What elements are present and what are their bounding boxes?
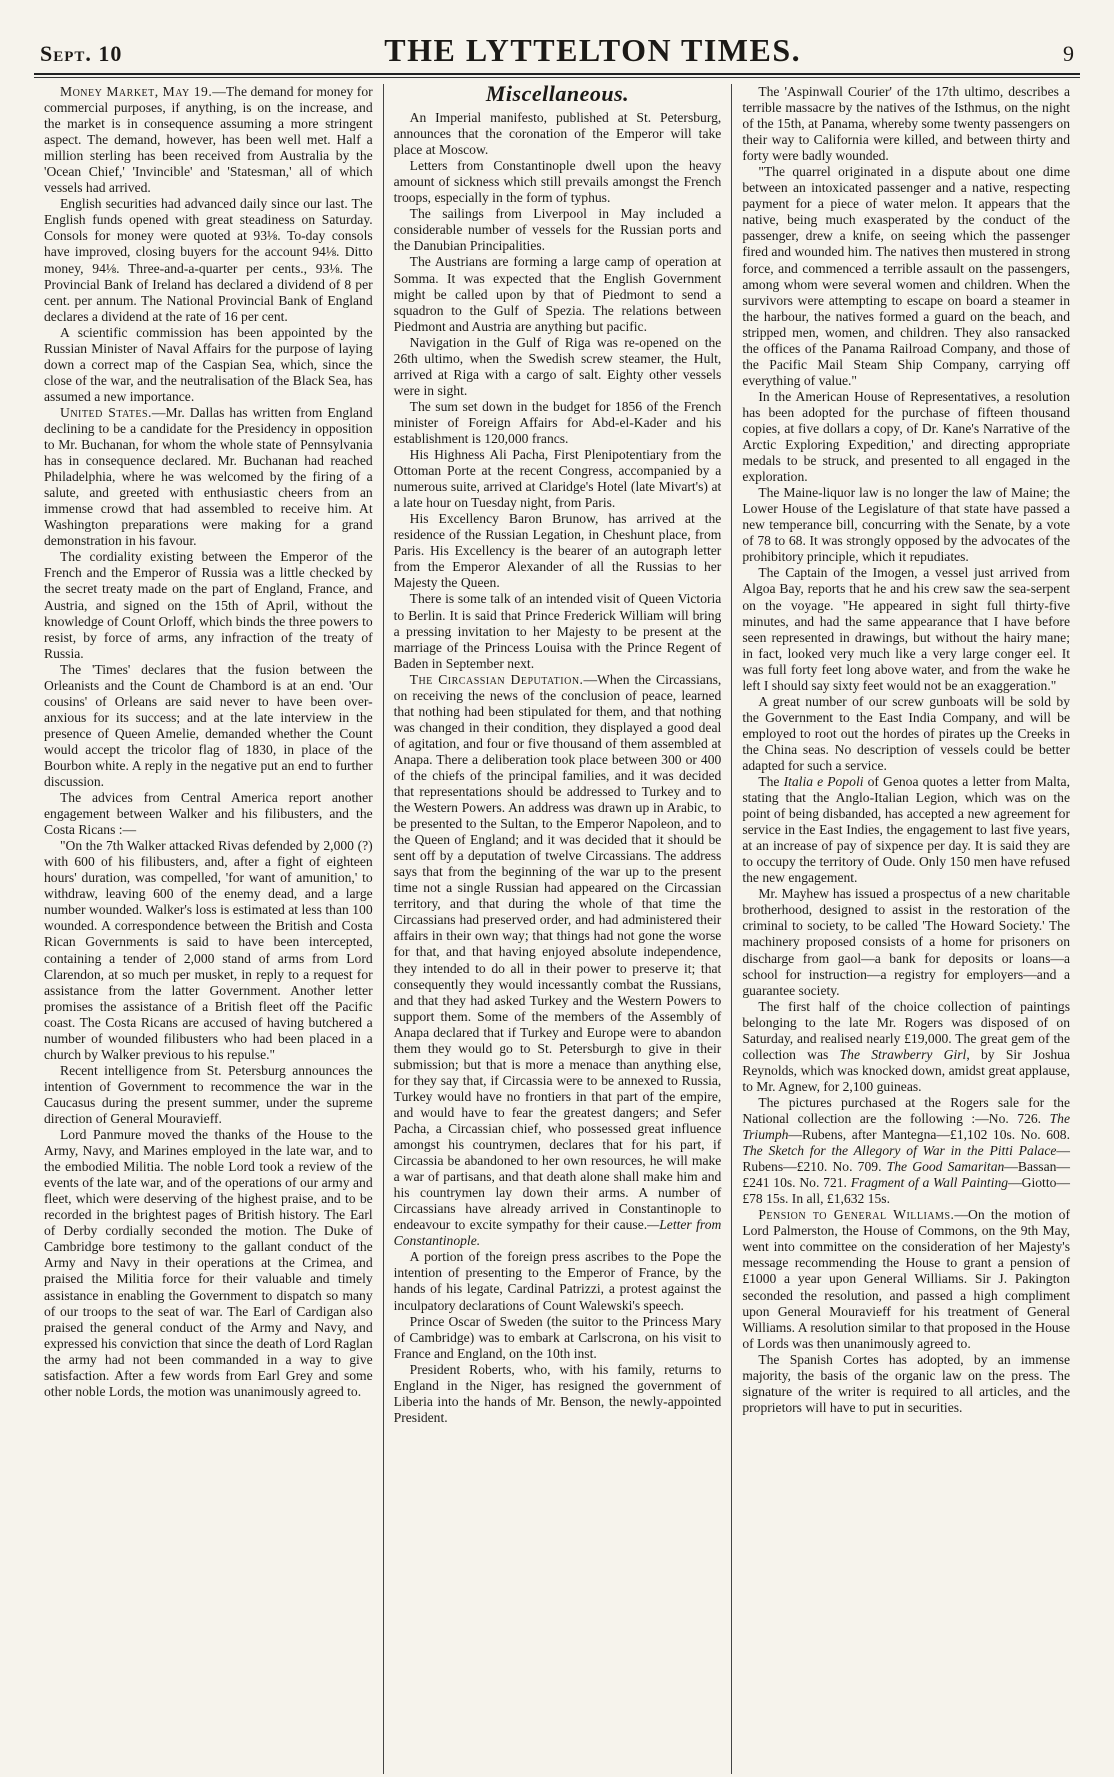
painting-title: The Sketch for the Allegory of War in the Pitti Palace [742,1143,1057,1159]
article-paragraph: The cordiality existing between the Emperor of the French and the Emperor of Russia was a little checked by the secret treaty made on the part of England, France, and Austria, and signed on the 15th of April, without the knowledge of Count Orloff, which binds the three powers to resist, by force of arms, any infraction of the treaty of Russia. [44,549,373,661]
article-paragraph: "On the 7th Walker attacked Rivas defended by 2,000 (?) with 600 of his filibusters, and, after a fight of eighteen hours' duration, was compelled, 'for want of amunition,' to withdraw, leaving 600 of the enemy dead, and a large number wounded. Walker's loss is estimated at less than 100 wounded. A correspondence between the British and Costa Rican Governments is said to have been intercepted, containing a tender of 2,000 stand of arms from Lord Clarendon, at so much per musket, in reply to a request for assistance from the latter Government. Another letter promises the assistance of a British fleet off the Pacific coast. The Costa Ricans are accused of having butchered a number of wounded filibusters who had been placed in a church by Walker previous to his repulse." [44,838,373,1062]
painting-title: The Good Samaritan [886,1159,1005,1175]
article-text: The [758,774,784,790]
article-paragraph: Mr. Mayhew has issued a prospectus of a new charitable brotherhood, designed to assist in the restoration of the criminal to society, to be called 'The Howard Society.' The machinery proposed consists of a home for prisoners on discharge from gaol—a bank for deposits or loans—a school for instruction—a registry for employers—and a guarantee society. [742,886,1070,998]
article-national-collection [742,1095,1070,1207]
article-text: The pictures purchased at the Rogers sale for the National collection are the following :—No. 726. [742,1094,1070,1126]
column-2 [383,84,732,1774]
article-italia-popoli [742,774,1070,886]
article-paragraph: The sum set down in the budget for 1856 of the French minister of Foreign Affairs for Abd-el-Kader and his establishment is 120,000 francs. [393,398,722,446]
article-paragraph: Letters from Constantinople dwell upon the heavy amount of sickness which still prevails amongst the French troops, especially in the form of typhus. [393,158,722,206]
article-rogers-collection [742,999,1070,1095]
article-paragraph: His Highness Ali Pacha, First Plenipotentiary from the Ottoman Porte at the recent Congress, accompanied by a numerous suite, arrived at Claridge's Hotel (late Mivart's) at a late hour on Tuesday night, from Paris. [393,447,722,511]
article-text: —Mr. Dallas has written from England declining to be a candidate for the Presidency in opposition to Mr. Buchanan, for whom the whole state of Pennsylvania has in consequence declared. Mr. Buchanan had reached Philadelphia, where he was welcomed by the firing of a salute, and greeted with enthusiastic cheers from an immense crowd that had assembled to receive him. At Washington preparations were making for a grand demonstration in his favour. [44,404,373,549]
painting-title: Fragment of a Wall Painting [850,1175,1009,1191]
column-3 [731,84,1080,1774]
article-paragraph: Prince Oscar of Sweden (the suitor to the Princess Mary of Cambridge) was to embark at Carlscrona, on his visit to France and England, on the 10th inst. [393,1313,722,1361]
article-paragraph: The Spanish Cortes has adopted, by an immense majority, the basis of the organic law on the press. The signature of the writer is required to all articles, and the proprietors will have to put in securities. [742,1351,1070,1415]
article-paragraph: President Roberts, who, with his family, returns to England in the Niger, has resigned the government of Liberia into the hands of Mr. Benson, the newly-appointed President. [393,1361,722,1425]
column-1 [34,84,383,1774]
article-text: —The demand for money for commercial purposes, if anything, is on the increase, and the market is in consequence assuming a more stringent aspect. The demand, however, has been well met. Half a million sterling has been received from Australia by the 'Ocean Chief,' 'Invincible' and 'Statesman,' all of which vessels had arrived. [44,84,373,196]
article-paragraph: A scientific commission has been appointed by the Russian Minister of Naval Affairs for the purpose of laying down a correct map of the Caspian Sea, which, since the close of the war, and the neutralisation of the Black Sea, has assumed a new importance. [44,324,373,404]
article-money-market [44,84,373,196]
article-paragraph: English securities had advanced daily since our last. The English funds opened with great steadiness on Saturday. Consols for money were quoted at 93⅛. To-day consols have improved, closing buyers for the account 94⅛. Ditto money, 94⅛. Three-and-a-quarter per cents., 93⅛. The Provincial Bank of Ireland has declared a dividend of 8 per cent. per annum. The National Provincial Bank of England declares a dividend at the rate of 16 per cent. [44,196,373,324]
article-source: —Letter from Constantinople. [393,1217,722,1249]
article-paragraph: In the American House of Representatives, a resolution has been adopted for the purchase of fifteen thousand copies, at five dollars a copy, of Dr. Kane's Narrative of the Arctic Exploring Expedition,' and directing appropriate medals to be struck, and presented to all engaged in the exploration. [742,388,1070,485]
painting-title: The Strawberry Girl [839,1046,967,1062]
article-paragraph: Recent intelligence from St. Petersburg announces the intention of Government to recommence the war in the Caucasus during the present summer, under the supreme direction of General Mouravieff. [44,1062,373,1126]
article-paragraph: The 'Times' declares that the fusion between the Orleanists and the Count de Chambord is at an end. 'Our cousins' of Orleans are said never to have been over-anxious for its success; and at the late interview in the presence of Queen Amelie, demanded whether the Count would accept the tricolor flag of 1830, in place of the Bourbon white. A reply in the negative put an end to further discussion. [44,661,373,790]
article-paragraph: Lord Panmure moved the thanks of the House to the Army, Navy, and Marines employed in the late war, and to the embodied Militia. The noble Lord took a review of the events of the late war, and of the operations of our army and fleet, which were deserving of the highest praise, and to be recorded in the brightest pages of British history. The Earl of Derby cordially seconded the motion. The Duke of Cambridge bore testimony to the gallant conduct of the Army and Navy in their operations at the Crimea, and praised the Militia force for their valuable and timely assistance in enabling the Government to dispatch so many of our troops to the seat of war. The Earl of Cardigan also praised the general conduct of the Army and Navy, and expressed his conviction that since the death of Lord Raglan the army had not been commanded in a way to give satisfaction. After a few words from Earl Grey and some other noble Lords, the motion was unanimously agreed to. [44,1127,373,1399]
article-paragraph: A portion of the foreign press ascribes to the Pope the intention of presenting to the Emperor of France, by the hands of his legate, Cardinal Patrizzi, a protest against the inculpatory declarations of Count Walewski's speech. [393,1249,722,1313]
masthead [34,24,1080,75]
article-text: of Genoa quotes a letter from Malta, stating that the Anglo-Italian Legion, which was on the point of being disbanded, has accepted a new agreement for service in the East Indies, the engagement to last five years, at an increase of pay of sixpence per day. It is said they are to occupy the territory of Oude. Only 150 men have refused the new engagement. [742,774,1070,886]
article-lead: Pension to General Williams. [758,1207,955,1223]
page-number: 9 [1063,41,1074,66]
article-paragraph: The sailings from Liverpool in May included a considerable number of vessels for the Russian ports and the Danubian Principalities. [393,206,722,254]
article-lead: United States. [60,404,152,420]
columns [34,84,1080,1774]
article-paragraph: The Captain of the Imogen, a vessel just arrived from Algoa Bay, reports that he and his crew saw the sea-serpent on the voyage. "He appeared in sight full thirty-five minutes, and had the same appearance that I have before seen represented in drawings, but without the hairy mane; in fact, looked very much like a very large conger eel. It was full forty feet long above water, and from the wake he left I should say sixty feet would not be an exaggeration." [742,565,1070,693]
article-paragraph: The Austrians are forming a large camp of operation at Somma. It was expected that the English Government might be called upon by that of Piedmont to send a squadron to the Gulf of Spezia. The relations between Piedmont and Austria are anything but pacific. [393,254,722,334]
article-paragraph: A great number of our screw gunboats will be sold by the Government to the East India Company, and will be employed to root out the hordes of pirates up the Creeks in the China seas. No description of vessels could be better adapted for such a service. [742,693,1070,773]
article-paragraph: The Maine-liquor law is no longer the law of Maine; the Lower House of the Legislature of that state have passed a new temperance bill, concurring with the Senate, by a vote of 78 to 68. It was strongly opposed by the advocates of the prohibitory principle, which it repudiates. [742,485,1070,565]
article-pension-general-williams [742,1207,1070,1351]
article-paragraph: An Imperial manifesto, published at St. Petersburg, announces that the coronation of the Emperor will take place at Moscow. [393,110,722,158]
article-text: —Rubens, after Mantegna—£1,102 10s. No. 608. [788,1127,1070,1143]
article-text: —On the motion of Lord Palmerston, the House of Commons, on the 9th May, went into committee on the consideration of her Majesty's message recommending the House to grant a pension of £1000 a year upon General Williams. Sir J. Pakington seconded the resolution, and passed a high compliment upon General Mouravieff for his treatment of General Williams. A resolution similar to that proposed in the House of Lords was then unanimously agreed to. [742,1207,1070,1351]
article-paragraph: Navigation in the Gulf of Riga was re-opened on the 26th ultimo, when the Swedish screw steamer, the Hult, arrived at Riga with a cargo of salt. Eighty other vessels were in sight. [393,334,722,398]
article-text: The first half of the choice collection of paintings belonging to the late Mr. Rogers was disposed of on Saturday, and realised nearly £19,000. The great gem of the collection was [742,998,1070,1062]
article-paragraph: "The quarrel originated in a dispute about one dime between an intoxicated passenger and a native, respecting payment for a piece of water melon. It appears that the native, being much exasperated by the conduct of the passenger, drew a knife, on seeing which the passenger fired and wounded him. The natives then mustered in strong force, and commenced a terrible assault on the passengers, among whom were several women and children. When the survivors were attempting to escape on board a steamer in the harbour, the natives formed a guard on the beach, and stripped men, women, and children. They also ransacked the offices of the Panama Railroad Company, and those of the Pacific Mail Steam Ship Company, carrying off everything of value." [742,164,1070,388]
article-text: —Bassan—£241 10s. No. 721. [742,1159,1070,1191]
article-text: —Rubens—£210. No. 709. [742,1143,1070,1175]
article-circassian-deputation [394,672,722,1250]
section-heading-miscellaneous: Miscellaneous. [485,84,630,106]
article-lead: The Circassian Deputation. [409,671,584,687]
article-united-states [44,405,373,549]
article-paragraph: There is some talk of an intended visit of Queen Victoria to Berlin. It is said that Prince Frederick William will bring a pressing invitation to her Majesty to be present at the marriage of the Princess Louisa with the Prince Regent of Baden in September next. [393,591,722,671]
article-paragraph: His Excellency Baron Brunow, has arrived at the residence of the Russian Legation, in Cheshunt place, from Paris. His Excellency is the bearer of an autograph letter from the Emperor Alexander of all the Russias to her Majesty the Queen. [393,511,722,591]
issue-date: Sept. 10 [40,41,123,66]
newspaper-title: THE LYTTELTON TIMES. [384,32,802,68]
publication-title: Italia e Popoli [783,774,864,790]
article-lead: Money Market, May 19. [60,84,213,99]
article-paragraph: The advices from Central America report another engagement between Walker and his filibusters, and the Costa Ricans :— [44,790,373,838]
article-text: , by Sir Joshua Reynolds, which was knocked down, amidst great applause, to Mr. Agnew, for 2,100 guineas. [742,1046,1070,1094]
article-text: —Giotto—£78 15s. In all, £1,632 15s. [742,1175,1070,1207]
article-paragraph: The 'Aspinwall Courier' of the 17th ultimo, describes a terrible massacre by the natives of the Isthmus, on the night of the 15th, at Panama, whereby some twenty passengers on their way to California were killed, and between thirty and forty were badly wounded. [742,84,1070,164]
painting-title: The Triumph [742,1111,1070,1143]
masthead-rule [34,77,1080,78]
article-text: —When the Circassians, on receiving the news of the conclusion of peace, learned that nothing had been stipulated for them, and that nothing was changed in their condition, they displayed a good deal of agitation, and four or five thousand of them assembled at Anapa. There a deliberation took place between 300 or 400 of the chiefs of the principal families, and it was decided that representations should be addressed to Turkey and to the Western Powers. An address was drawn up in Arabic, to be presented to the Sultan, to the Emperor Napoleon, and to the Queen of England; and it was decided that it should be sent off by a deputation of twelve Circassians. The address says that from the beginning of the war up to the present time not a single Russian had appeared on the Circassian territory, and that during the whole of that time the Circassians had preserved order, and had administered their affairs in their own way; that things had not gone the worse for that, and that having enjoyed absolute independence, they intended to do all in their power to preserve it; that consequently they would incessantly combat the Russians, and that they had asked Turkey and the Western Powers to support them. Some of the members of the Assembly of Anapa declared that if Turkey and Europe were to abandon them they would go to St. Petersburgh to give in their submission; but that is more a menace than anything else, for they say that, if Circassia were to be annexed to Russia, Turkey would have no frontiers in that part of the empire, and would have to fear the greatest dangers; and Sefer Pacha, a Circassian chief, who possessed great influence amongst his countrymen, declares that for his part, if Circassia be abandoned to her own resources, he will make a war of partisans, and that death alone shall make him and his countrymen lay down their arms. A number of Circassians have already arrived in Constantinople to endeavour to excite sympathy for their cause. [393,671,722,1233]
